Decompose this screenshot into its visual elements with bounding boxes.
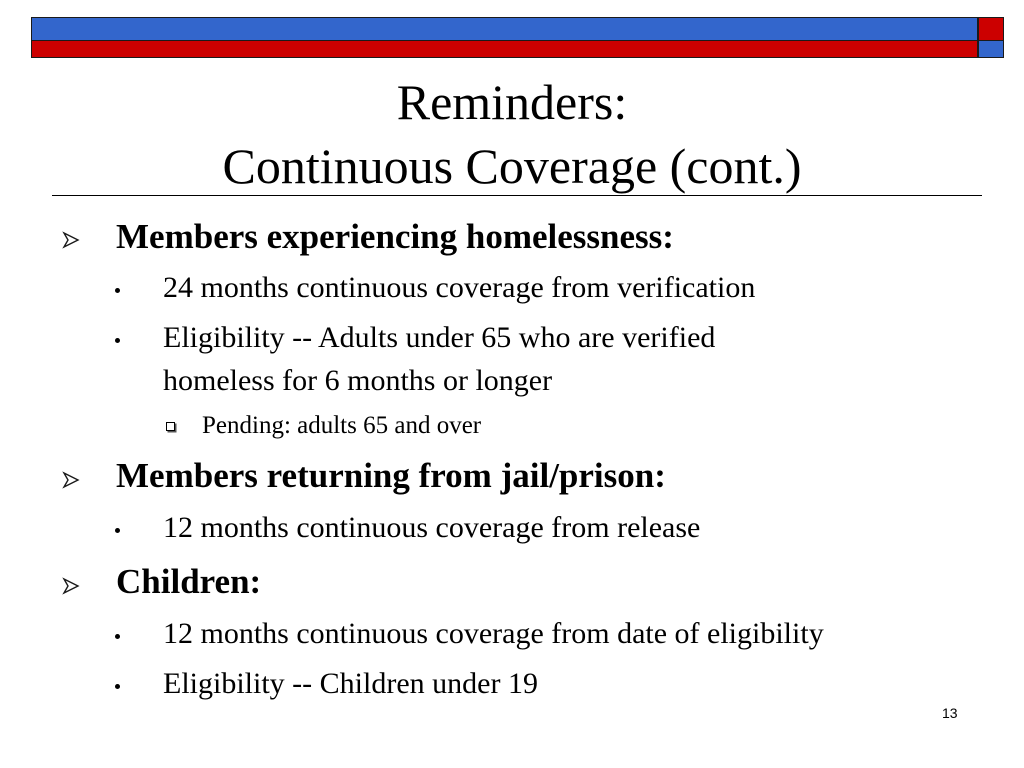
dot-bullet-icon bbox=[115, 528, 120, 533]
title-line-1: Reminders: bbox=[396, 74, 628, 130]
arrowhead-bullet-icon bbox=[62, 577, 80, 595]
list-item: Eligibility -- Children under 19 bbox=[163, 667, 538, 700]
arrowhead-bullet-icon bbox=[62, 471, 80, 489]
dot-bullet-icon bbox=[115, 634, 120, 639]
dot-bullet-icon bbox=[115, 338, 120, 343]
list-item: Eligibility -- Adults under 65 who are verified bbox=[163, 321, 716, 354]
square-bullet-icon bbox=[166, 422, 175, 431]
page-number: 13 bbox=[942, 705, 958, 721]
list-item: 24 months continuous coverage from verification bbox=[163, 271, 756, 304]
dot-bullet-icon bbox=[115, 684, 120, 689]
section-heading-jail: Members returning from jail/prison: bbox=[116, 456, 666, 495]
list-item: 12 months continuous coverage from date of eligibility bbox=[163, 617, 824, 650]
arrowhead-bullet-icon bbox=[62, 231, 80, 249]
section-heading-children: Children: bbox=[116, 562, 262, 601]
title-line-2: Continuous Coverage (cont.) bbox=[222, 138, 802, 194]
list-item-continuation: homeless for 6 months or longer bbox=[163, 364, 553, 397]
sub-list-item: Pending: adults 65 and over bbox=[202, 412, 482, 439]
list-item: 12 months continuous coverage from release bbox=[163, 511, 701, 544]
section-heading-homelessness: Members experiencing homelessness: bbox=[116, 217, 674, 256]
dot-bullet-icon bbox=[115, 288, 120, 293]
